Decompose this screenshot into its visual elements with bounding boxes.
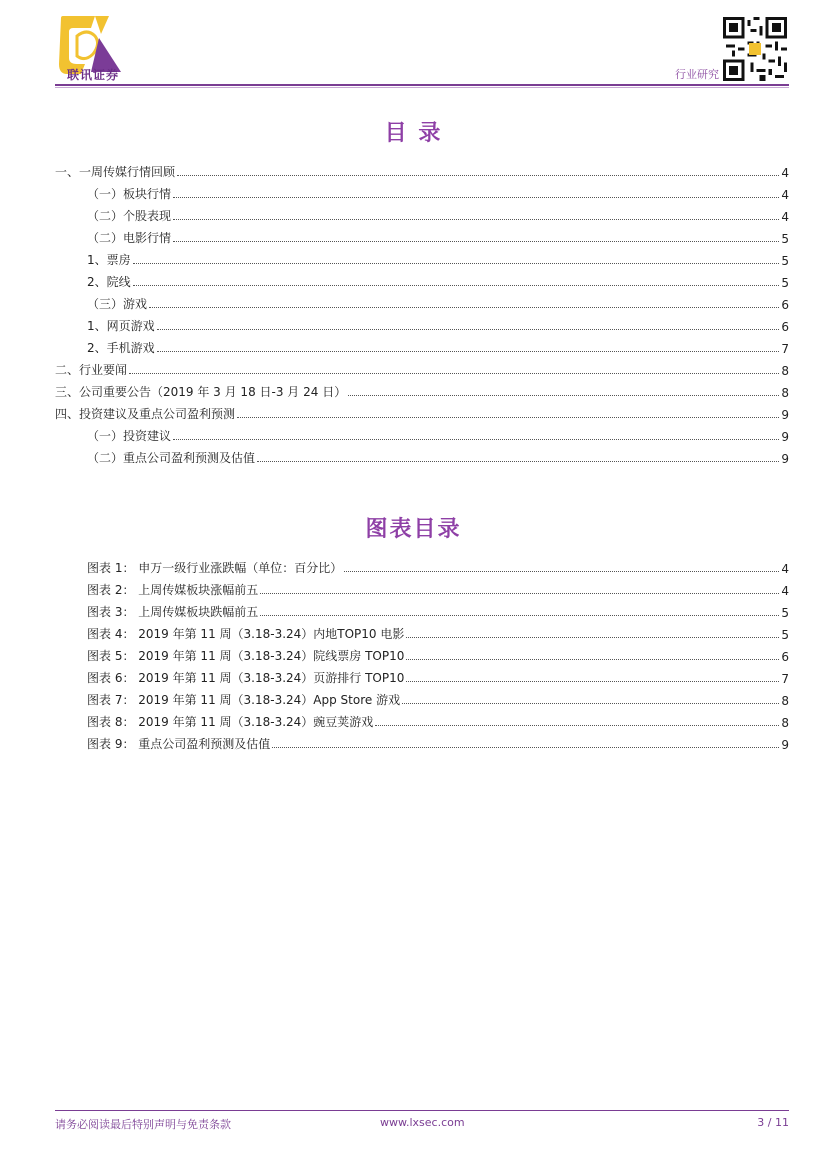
dot-leader — [375, 725, 779, 726]
dot-leader — [344, 571, 779, 572]
toc-entry[interactable] — [55, 158, 789, 180]
header-divider-thin — [55, 87, 789, 88]
toc-entry-page: 8 — [781, 364, 789, 378]
toc-entry[interactable] — [55, 334, 789, 356]
toc-entry-label: 1、票房 — [87, 253, 131, 267]
qr-code-icon — [723, 17, 787, 81]
figure-entry[interactable] — [55, 686, 789, 708]
toc-entry[interactable] — [55, 312, 789, 334]
figure-entry[interactable] — [55, 554, 789, 576]
toc-list — [55, 158, 789, 466]
toc-title: 目 录 — [384, 121, 443, 146]
dot-leader — [402, 703, 779, 704]
toc-entry[interactable] — [55, 246, 789, 268]
toc-entry[interactable] — [55, 444, 789, 466]
toc-entry-page: 6 — [781, 298, 789, 312]
dot-leader — [260, 615, 779, 616]
dot-leader — [173, 197, 779, 198]
footer-page-number: 3 / 11 — [757, 1116, 789, 1129]
report-category: 行业研究 — [675, 68, 719, 81]
figure-entry-label: 图表 1： 申万一级行业涨跌幅（单位：百分比） — [87, 561, 343, 575]
dot-leader — [177, 175, 779, 176]
figure-entry[interactable] — [55, 576, 789, 598]
footer-divider — [55, 1110, 789, 1111]
toc-entry[interactable] — [55, 202, 789, 224]
toc-entry-page: 9 — [781, 452, 789, 466]
figure-entry[interactable] — [55, 730, 789, 752]
figure-entry-label: 图表 3： 上周传媒板块跌幅前五 — [87, 605, 259, 619]
toc-entry-page: 6 — [781, 320, 789, 334]
dot-leader — [406, 681, 779, 682]
figure-entry-label: 图表 5： 2019 年第 11 周（3.18-3.24）院线票房 TOP10 — [87, 649, 405, 663]
figure-entry-page: 8 — [781, 694, 789, 708]
dot-leader — [149, 307, 779, 308]
dot-leader — [173, 241, 779, 242]
figure-entry-page: 4 — [781, 562, 789, 576]
figure-entry-label: 图表 6： 2019 年第 11 周（3.18-3.24）页游排行 TOP10 — [87, 671, 405, 685]
dot-leader — [157, 329, 780, 330]
dot-leader — [406, 659, 779, 660]
dot-leader — [406, 637, 779, 638]
toc-entry-page: 4 — [781, 188, 789, 202]
toc-entry-page: 5 — [781, 254, 789, 268]
figure-entry-label: 图表 9： 重点公司盈利预测及估值 — [87, 737, 271, 751]
toc-entry-label: 一、一周传媒行情回顾 — [55, 165, 176, 179]
figure-entry[interactable] — [55, 620, 789, 642]
toc-entry[interactable] — [55, 422, 789, 444]
figure-entry[interactable] — [55, 642, 789, 664]
figure-entry-page: 5 — [781, 628, 789, 642]
toc-entry[interactable] — [55, 400, 789, 422]
toc-entry-label: 四、投资建议及重点公司盈利预测 — [55, 407, 236, 421]
toc-entry-label: 三、公司重要公告（2019 年 3 月 18 日-3 月 24 日） — [55, 385, 347, 399]
toc-entry-page: 4 — [781, 210, 789, 224]
figure-entry-page: 6 — [781, 650, 789, 664]
dot-leader — [157, 351, 780, 352]
dot-leader — [129, 373, 779, 374]
toc-entry-label: 二、行业要闻 — [55, 363, 128, 377]
figure-entry-label: 图表 2： 上周传媒板块涨幅前五 — [87, 583, 259, 597]
toc-entry[interactable] — [55, 378, 789, 400]
dot-leader — [133, 263, 780, 264]
figure-entry-label: 图表 4： 2019 年第 11 周（3.18-3.24）内地TOP10 电影 — [87, 627, 405, 641]
figure-entry-label: 图表 7： 2019 年第 11 周（3.18-3.24）App Store 游戏 — [87, 693, 401, 707]
figure-entry[interactable] — [55, 708, 789, 730]
toc-entry-page: 5 — [781, 276, 789, 290]
figure-entry-page: 4 — [781, 584, 789, 598]
toc-entry-page: 8 — [781, 386, 789, 400]
dot-leader — [173, 219, 779, 220]
toc-entry-label: （二）重点公司盈利预测及估值 — [87, 451, 256, 465]
toc-entry-label: （二）个股表现 — [87, 209, 172, 223]
toc-entry-label: 2、院线 — [87, 275, 131, 289]
dot-leader — [272, 747, 779, 748]
toc-entry[interactable] — [55, 356, 789, 378]
dot-leader — [348, 395, 779, 396]
figure-entry-page: 5 — [781, 606, 789, 620]
toc-entry-label: （三）游戏 — [87, 297, 148, 311]
dot-leader — [237, 417, 779, 418]
toc-entry-label: 2、手机游戏 — [87, 341, 155, 355]
toc-entry[interactable] — [55, 268, 789, 290]
dot-leader — [173, 439, 779, 440]
figure-entry[interactable] — [55, 598, 789, 620]
toc-entry[interactable] — [55, 224, 789, 246]
figure-entry-label: 图表 8： 2019 年第 11 周（3.18-3.24）豌豆荚游戏 — [87, 715, 374, 729]
toc-entry-label: （一）板块行情 — [87, 187, 172, 201]
footer-website-link[interactable]: www.lxsec.com — [380, 1116, 465, 1129]
toc-entry-label: 1、网页游戏 — [87, 319, 155, 333]
dot-leader — [133, 285, 780, 286]
figure-list-title: 图表目录 — [365, 517, 462, 542]
toc-entry-label: （一）投资建议 — [87, 429, 172, 443]
figure-list — [55, 554, 789, 752]
footer-disclaimer[interactable]: 请务必阅读最后特别声明与免责条款 — [55, 1118, 231, 1131]
logo-text: 联讯证券 — [66, 68, 119, 82]
toc-entry-page: 4 — [781, 166, 789, 180]
figure-entry-page: 8 — [781, 716, 789, 730]
figure-entry-page: 7 — [781, 672, 789, 686]
toc-entry-page: 5 — [781, 232, 789, 246]
figure-entry-page: 9 — [781, 738, 789, 752]
toc-entry-page: 7 — [781, 342, 789, 356]
header-divider — [55, 84, 789, 86]
toc-entry-page: 9 — [781, 430, 789, 444]
toc-entry-page: 9 — [781, 408, 789, 422]
figure-entry[interactable] — [55, 664, 789, 686]
dot-leader — [257, 461, 779, 462]
toc-entry[interactable] — [55, 180, 789, 202]
toc-entry-label: （二）电影行情 — [87, 231, 172, 245]
toc-entry[interactable] — [55, 290, 789, 312]
dot-leader — [260, 593, 779, 594]
